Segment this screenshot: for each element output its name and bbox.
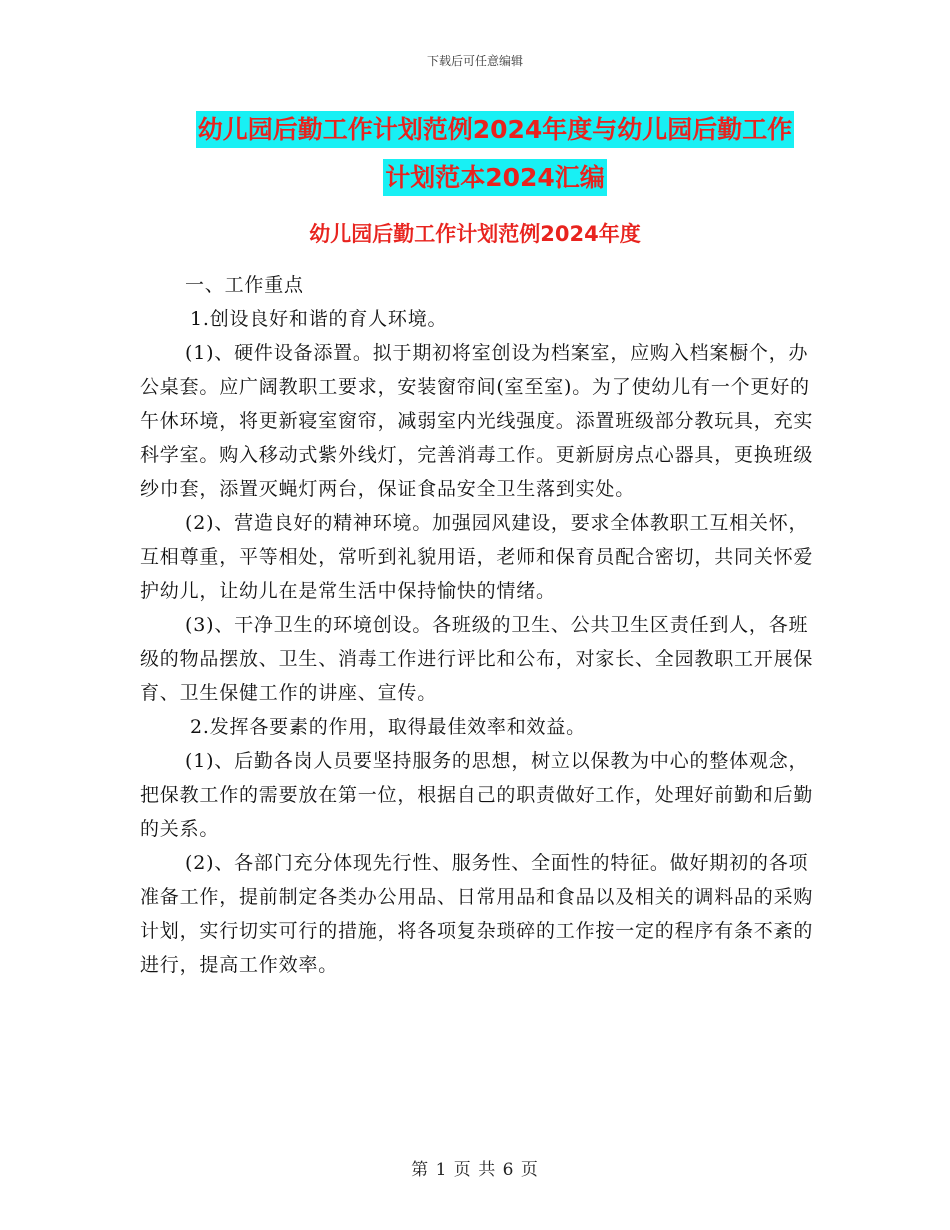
document-title-line-1: 幼儿园后勤工作计划范例2024年度与幼儿园后勤工作 bbox=[196, 111, 795, 148]
header-note: 下载后可任意编辑 bbox=[426, 54, 523, 68]
paragraph-hardware: (1)、硬件设备添置。拟于期初将室创设为档案室，应购入档案橱个，办公桌套。应广阔教职工要求，安装窗帘间(室至室)。为了使幼儿有一个更好的午休环境，将更新寝室窗帘，减弱室内光线强度。添置班级部分教玩具，充实科学室。购入移动式紫外线灯，完善消毒工作。更新厨房点心器具，更换班级纱巾套，添置灭蝇灯两台，保证食品安全卫生落到实处。 bbox=[140, 342, 814, 500]
document-body bbox=[140, 268, 820, 982]
document-title-line-2: 计划范本2024汇编 bbox=[383, 159, 607, 196]
page-number: 第 1 页 共 6 页 bbox=[411, 1160, 539, 1180]
section-title: 幼儿园后勤工作计划范例2024年度 bbox=[309, 222, 641, 246]
sub-heading-1: 1.创设良好和谐的育人环境。 bbox=[190, 308, 448, 330]
paragraph-service-mindset: (1)、后勤各岗人员要坚持服务的思想，树立以保教为中心的整体观念，把保教工作的需要放在第一位，根据自己的职责做好工作，处理好前勤和后勤的关系。 bbox=[140, 750, 814, 840]
paragraph-hygiene-environment: (3)、干净卫生的环境创设。各班级的卫生、公共卫生区责任到人，各班级的物品摆放、卫生、消毒工作进行评比和公布，对家长、全园教职工开展保育、卫生保健工作的讲座、宣传。 bbox=[140, 614, 814, 704]
document-title bbox=[140, 106, 850, 202]
paragraph-spiritual-environment: (2)、营造良好的精神环境。加强园风建设，要求全体教职工互相关怀，互相尊重，平等相处，常听到礼貌用语，老师和保育员配合密切，共同关怀爱护幼儿，让幼儿在是常生活中保持愉快的情绪。 bbox=[140, 512, 814, 602]
heading-work-focus: 一、工作重点 bbox=[185, 274, 304, 296]
paragraph-departments: (2)、各部门充分体现先行性、服务性、全面性的特征。做好期初的各项准备工作，提前制定各类办公用品、日常用品和食品以及相关的调料品的采购计划，实行切实可行的措施，将各项复杂琐碎的工作按一定的程序有条不紊的进行，提高工作效率。 bbox=[140, 852, 814, 976]
sub-heading-2: 2.发挥各要素的作用，取得最佳效率和效益。 bbox=[190, 716, 586, 738]
